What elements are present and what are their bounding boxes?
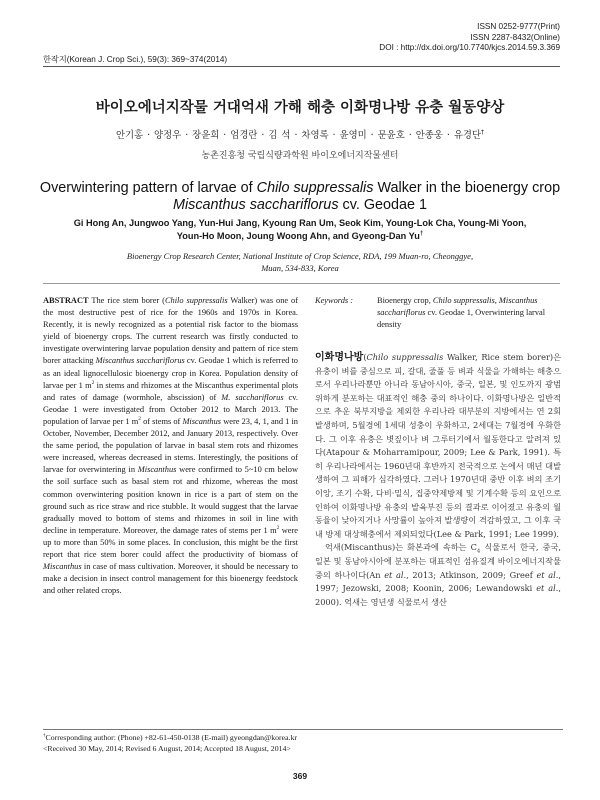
keywords xyxy=(315,295,565,331)
keywords-list xyxy=(377,295,563,331)
superscript: 2 xyxy=(91,379,95,386)
korean-author-list: 안기홍 · 양정우 · 장윤희 · 엄경란 · 김 석 · 차영록 · 윤영미 · 문윤호 · 안종웅 · 유경단 xyxy=(115,130,482,141)
english-authors xyxy=(0,217,600,243)
subscript: 4 xyxy=(476,548,481,555)
species-name: Miscanthus sacchariflorus xyxy=(95,356,185,366)
corresponding-mark: † xyxy=(481,128,485,136)
et-al: et al xyxy=(384,569,404,580)
body-text-run: 식물로서 한국, 중국, 일본 및 동남아시아에 분포하는 대표적인 섬유질계 바이오에너지작물 중의 하나이다(An xyxy=(315,542,561,580)
abstract-text: in case of mass cultivation. Moreover, it should be necessary to make a decision in insect control management for this bioenergy feedstock and other related crops. xyxy=(43,562,298,596)
received-dates: <Received 30 May, 2014; Revised 6 August, 2014; Accepted 18 August, 2014> xyxy=(43,744,291,753)
et-al: et al xyxy=(536,583,556,594)
korean-title: 바이오에너지작물 거대억새 가해 해충 이화명나방 유충 월동양상 xyxy=(95,100,505,116)
et-al: et al xyxy=(536,569,556,580)
body-text-run: Walker, Rice stem borer)은 유충이 벼를 중심으로 피, 갈대, 줄풀 등 벼과 식물을 가해하는 해충으로서 우리나라뿐만 아니라 동남아시아, 중국, 일본, 및 인도까지 광범위하게 분포하는 대표적인 해충 중의 하나이다. 이화명나방은 일반적으로 추운 북부지방을 제외한 우리나라 대부분의 지방에서는 연 2회 발생하며, 5월경에 1세대 성충이 우화하고, 2세대는 7월경에 우화한다. 그 이후 유충은 볏짚이나 벼 그루터기에서 월동한다고 알려져 있다(Atapour & Moharramipour, 2009; Lee & Park, 1991). 특히 우리나라에서는 1960년대 후반까지 전국적으로 논에서 매년 대발생하여 그 피해가 심각하였다. 그러나 1970년대 중반 이후 벼의 조기 이앙, 조기 수확, 다비·밀식, 집중약제방제 및 기계수확 등의 요인으로 인하여 이화명나방 유충의 발육부진 등의 결과로 이어졌고 유충의 월동율이 낮아지거나 사망률이 높아져 발생량이 격감하였고, 그 이후 국내 방제 대상해충에서 제외되었다(Lee & Park, 1991; Lee 1999). xyxy=(315,352,562,539)
species-name: Miscanthus xyxy=(137,465,177,475)
body-heading: 이화명나방 xyxy=(315,352,364,363)
corresponding-mark: † xyxy=(43,732,46,739)
body-text-run: 억새(Miscanthus)는 화본과에 속하는 C xyxy=(325,542,477,553)
header-rule xyxy=(43,66,560,67)
keywords-label: Keywords : xyxy=(315,296,354,305)
body-text xyxy=(315,348,561,609)
section-rule xyxy=(43,283,560,284)
korean-affiliation: 농촌진흥청 국립식량과학원 바이오에너지작물센터 xyxy=(201,151,399,161)
korean-authors xyxy=(0,127,600,141)
body-text-run: ., 1997; Jezowski, 2008; Koonin, 2006; Lewandowski xyxy=(315,569,561,594)
keyword-species: Chilo suppressalis xyxy=(432,296,495,305)
issn-print: ISSN 0252-9777(Print) xyxy=(477,22,560,31)
corresponding-mark: † xyxy=(419,230,424,237)
title-text: Walker in the bioenergy crop xyxy=(373,180,561,196)
corresponding-author xyxy=(43,732,297,743)
body-text-run: ( xyxy=(363,352,367,362)
title-species: Miscanthus sacchariflorus xyxy=(172,197,339,213)
abstract-text: were 23, 4, 1, and 1 in October, November, December 2012, and January 2013, respectively. Over the same period, the population of larvae in basal stem rots and rhizomes were increased, whereas decreased in stems. Interestingly, the positions of larvae for overwintering in xyxy=(43,416,298,475)
page-number: 369 xyxy=(292,771,308,781)
english-affiliation xyxy=(0,250,600,274)
abstract-paragraph xyxy=(43,295,298,597)
keyword-text: , xyxy=(494,296,499,305)
body-paragraph xyxy=(315,348,561,541)
superscript: 2 xyxy=(138,416,141,423)
species-name: M. sacchariflorus xyxy=(221,392,284,402)
title-text: Overwintering pattern of larvae of xyxy=(39,180,257,196)
body-text-run: ., 2000). 억새는 영년생 식물로서 생산 xyxy=(315,583,561,607)
author-line: Gi Hong An, Jungwoo Yang, Yun-Hui Jang, Kyoung Ran Um, Seok Kim, Young-Lok Cha, Young-Mi Yoon, xyxy=(73,218,527,228)
abstract-label: ABSTRACT xyxy=(43,296,89,305)
abstract-text: in stems and rhizomes at the Miscanthus experimental plots and rates of damage (wormhole, abscission) of xyxy=(43,380,298,402)
body-paragraph xyxy=(315,541,561,609)
issn-online: ISSN 2287-8432(Online) xyxy=(470,32,560,42)
journal-reference: 한작지(Korean J. Crop Sci.), 59(3): 369~374(2014) xyxy=(43,55,228,64)
species-name: Miscanthus xyxy=(43,562,82,572)
title-species: Chilo suppressalis xyxy=(256,180,374,196)
keyword-species: Miscanthus sacchariflorus xyxy=(377,296,538,318)
abstract-text: Walker) was one of the most destructive pest of rice for the 1960s and 1970s in Korea. Recently, it is newly recognized as a potential risk factor to the biomass yield of bioenergy crops. The current research was firstly conducted to investigate overwintering larvae population density and pattern of rice stem borer attacking xyxy=(43,296,298,366)
keyword-text: Bioenergy crop, xyxy=(377,296,433,305)
abstract-text: of stems of xyxy=(140,416,183,426)
species-name: Chilo suppressalis xyxy=(366,352,444,362)
author-line: Youn-Ho Moon, Joung Woong Ahn, and Gyeong-Dan Yu xyxy=(176,231,420,241)
superscript: 2 xyxy=(276,524,280,531)
abstract-text: The rice stem borer ( xyxy=(88,296,165,305)
abstract xyxy=(43,295,298,597)
abstract-text: cv. Geodae 1 which is referred to as an ideal lignocellulosic bioenergy crop in Korea. Population density of larvae per 1 m xyxy=(43,356,298,390)
species-name: Chilo suppressalis xyxy=(164,296,228,305)
abstract-text: cv. Geodae 1 were investigated from October 2012 to March 2013. The population of larvae per 1 m xyxy=(43,392,298,426)
abstract-text: were up to more than 50% in some places. In conclusion, this might be the first report that rice stem borer could affect the productivity of biomass of xyxy=(43,525,298,559)
affiliation-line: Bioenergy Crop Research Center, National Institute of Crop Science, RDA, 199 Muan-ro, Cheonggye, xyxy=(126,251,474,261)
species-name: Miscanthus xyxy=(182,416,222,426)
body-text-run: ., 2013; Atkinson, 2009; Greef xyxy=(403,569,537,580)
corresponding-text: Corresponding author: (Phone) +82-61-450-0138 (E-mail) gyeongdan@korea.kr xyxy=(45,733,298,742)
footnote-rule xyxy=(43,729,563,730)
title-text: cv. Geodae 1 xyxy=(338,197,428,213)
affiliation-line: Muan, 534-833, Korea xyxy=(261,263,339,273)
doi-link[interactable]: DOI : http://dx.doi.org/10.7740/kjcs.2014.59.3.369 xyxy=(379,43,560,52)
footnote xyxy=(43,732,297,754)
issn-block xyxy=(379,22,560,54)
english-title xyxy=(0,180,600,214)
keyword-text: cv. Geodae 1, Overwintering larval density xyxy=(377,308,546,330)
abstract-text: were confirmed to 5~10 cm below the soil surface such as basal stem rot and rhizome, whereas the most common overwintering position known in rice is a part of stem on the ground such as rice straw and rice stubble. It would suggest that the larvae gradually moved to bottom of stems and rhizomes in soil in line with decline in temperature. Moreover, the damage rates of stems per 1 m xyxy=(43,465,298,535)
